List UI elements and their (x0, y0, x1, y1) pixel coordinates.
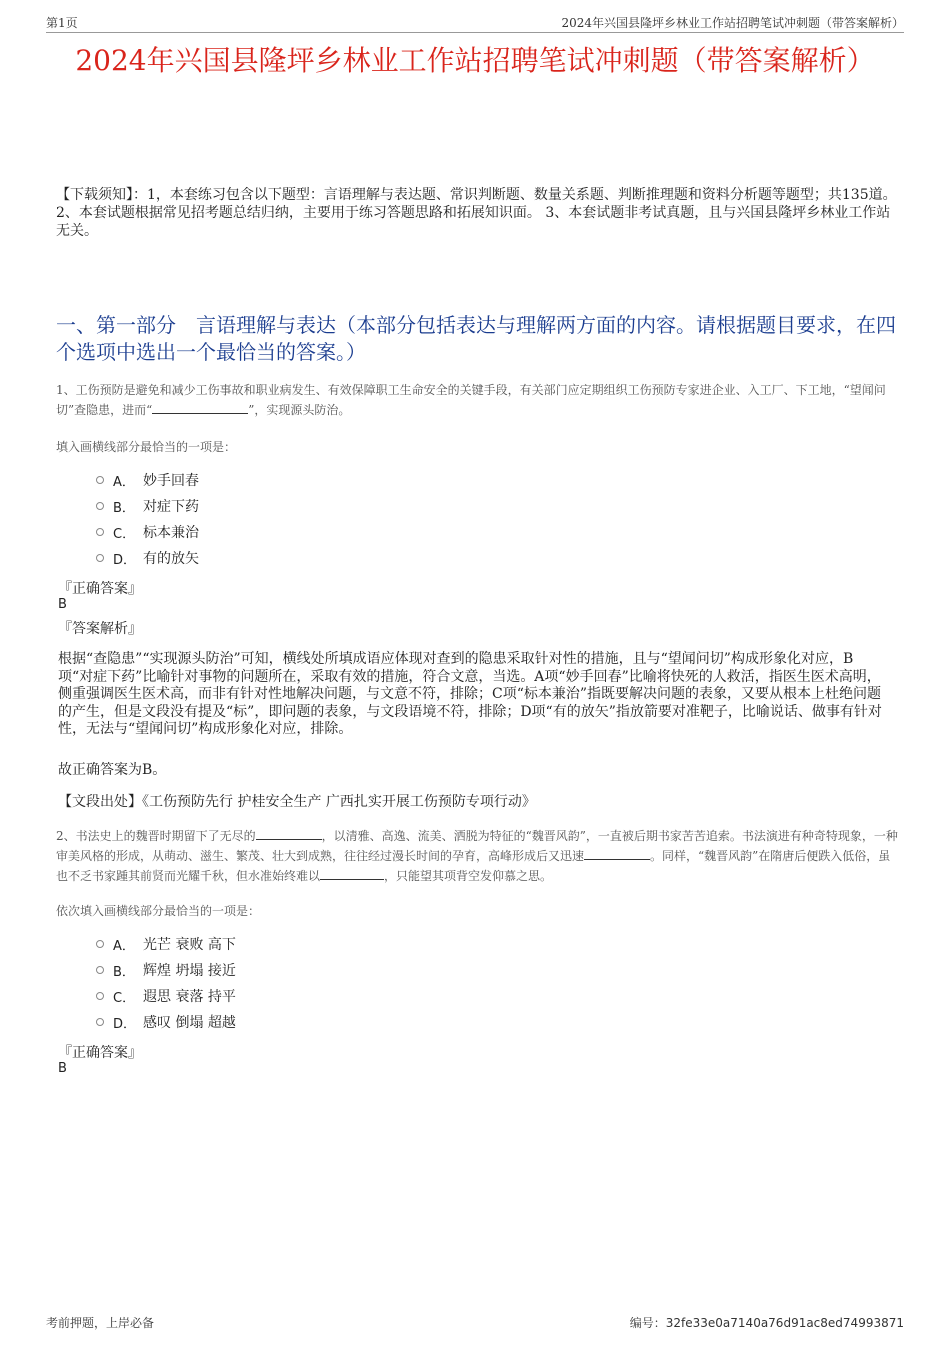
option-d[interactable]: D． 感叹 倒塌 超越 (96, 1009, 236, 1035)
page-header (46, 14, 904, 33)
answer-label: 『正确答案』 (58, 1045, 142, 1061)
analysis-label: 『答案解析』 (58, 621, 142, 637)
option-b[interactable]: B． 对症下药 (96, 493, 199, 519)
option-c[interactable]: C． 遐思 衰落 持平 (96, 983, 236, 1009)
answer-analysis: 根据“查隐患”“实现源头防治”可知，横线处所填成语应体现对查到的隐患采取针对性的措施，且与“望闻问切”构成形象化对应，B项“对症下药”比喻针对事物的问题所在，采取有效的措施，符合文意，当选。A项“妙手回春”比喻将快死的人救活，指医生医术高明，侧重强调医生医术高，而非有针对性地解决问题，与文意不符，排除；C项“标本兼治”指既要解决问题的表象，又要从根本上杜绝问题的产生，但是文段没有提及“标”，即问题的表象，与文段语境不符，排除；D项“有的放矢”指放箭要对准靶子，比喻说话、做事有针对性，无法与“望闻问切”构成形象化对应，排除。 (58, 651, 882, 737)
answer-blank (152, 401, 248, 414)
page-title: 2024年兴国县隆坪乡林业工作站招聘笔试冲刺题（带答案解析） (75, 44, 875, 77)
question-2-stem: 2、书法史上的魏晋时期留下了无尽的 ，以清雅、高逸、流美、洒脱为特征的“魏晋风韵”，一直被后期书家苦苦追索。书法演进有种奇特现象，一种审美风格的形成，从萌动、滋生、繁茂、壮大到成熟，往往经过漫长时间的孕育，高峰形成后又迅速 。同样，“魏晋风韵”在隋唐后便跌入低俗，虽也不乏书家踵其前贤而光耀千秋，但水准始终难以 ，只能望其项背空发仰慕之思。 (56, 829, 898, 883)
option-b[interactable]: B． 辉煌 坍塌 接近 (96, 957, 236, 983)
radio-icon[interactable] (96, 992, 104, 1000)
question-1-options (96, 467, 199, 571)
answer-blank (320, 867, 384, 880)
radio-icon[interactable] (96, 1018, 104, 1026)
radio-icon[interactable] (96, 502, 104, 510)
document-code: 编号：32fe33e0a7140a76d91ac8ed74993871 (629, 1316, 904, 1330)
answer-label: 『正确答案』 (58, 581, 142, 597)
radio-icon[interactable] (96, 966, 104, 974)
option-d[interactable]: D． 有的放矢 (96, 545, 199, 571)
radio-icon[interactable] (96, 554, 104, 562)
radio-icon[interactable] (96, 476, 104, 484)
footer-slogan: 考前押题，上岸必备 (46, 1316, 155, 1330)
page-number: 第1页 (46, 16, 78, 30)
question-2-options (96, 931, 236, 1035)
option-c[interactable]: C． 标本兼治 (96, 519, 199, 545)
section-title: 一、第一部分 言语理解与表达（本部分包括表达与理解两方面的内容。请根据题目要求，在四个选项中选出一个最恰当的答案。） (56, 313, 896, 364)
correct-answer: B (58, 597, 67, 612)
download-notice: 【下载须知】：1，本套练习包含以下题型：言语理解与表达题、常识判断题、数量关系题、判断推理题和资料分析题等题型；共135道。 2、本套试题根据常见招考题总结归纳，主要用于练习答题思路和拓展知识面。 3、本套试题非考试真题，且与兴国县隆坪乡林业工作站无关。 (56, 187, 897, 239)
radio-icon[interactable] (96, 528, 104, 536)
correct-answer: B (58, 1061, 67, 1076)
passage-source: 【文段出处】《工伤预防先行 护桂安全生产 广西扎实开展工伤预防专项行动》 (58, 794, 536, 810)
answer-conclusion: 故正确答案为B。 (58, 762, 167, 778)
question-1-stem (56, 380, 898, 420)
question-1-text-b: ”，实现源头防治。 (248, 403, 351, 417)
radio-icon[interactable] (96, 940, 104, 948)
answer-blank (256, 827, 322, 840)
answer-blank (584, 847, 650, 860)
question-2-prompt: 依次填入画横线部分最恰当的一项是： (56, 904, 261, 918)
question-1-prompt: 填入画横线部分最恰当的一项是： (56, 440, 237, 454)
option-a[interactable]: A． 妙手回春 (96, 467, 199, 493)
header-doc-title: 2024年兴国县隆坪乡林业工作站招聘笔试冲刺题（带答案解析） (561, 16, 904, 30)
option-a[interactable]: A． 光芒 衰败 高下 (96, 931, 236, 957)
question-1-text-a: 1、工伤预防是避免和减少工伤事故和职业病发生、有效保障职工生命安全的关键手段，有关部门应定期组织工伤预防专家进企业、入工厂、下工地，“望闻问切”查隐患，进而“ (56, 383, 886, 417)
